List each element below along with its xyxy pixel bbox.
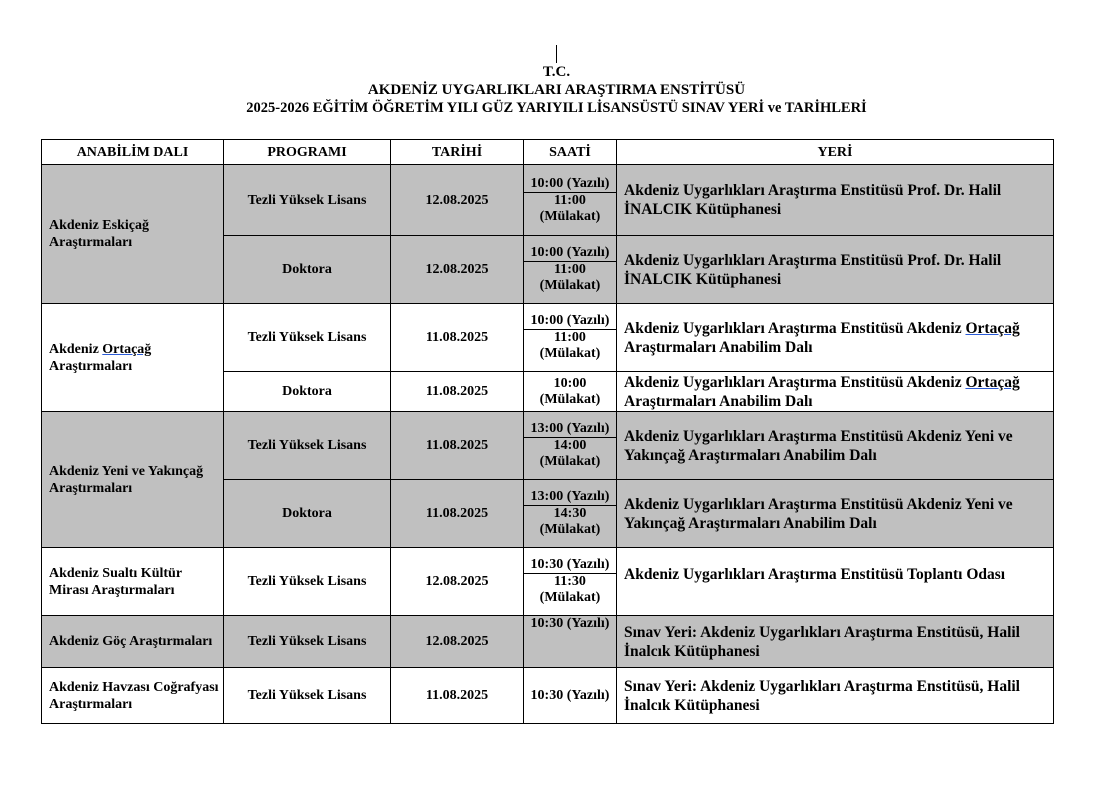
header-institute: AKDENİZ UYGARLIKLARI ARAŞTIRMA ENSTİTÜSÜ <box>367 82 746 98</box>
col-header-place: YERİ <box>617 140 1054 165</box>
place-cell: Akdeniz Uygarlıkları Araştırma Enstitüsü Prof. Dr. Halil İNALCIK Kütüphanesi <box>617 165 1054 236</box>
time-slot-interview: 14:00 (Mülakat) <box>524 437 616 470</box>
place-cell <box>617 304 1054 372</box>
time-slot-written: 10:30 (Yazılı) <box>530 687 610 703</box>
time-cell <box>524 668 617 724</box>
time-slot-written: 13:00 (Yazılı) <box>530 421 610 436</box>
date-cell: 12.08.2025 <box>391 548 524 616</box>
time-slot-interview: 11:00 (Mülakat) <box>524 192 616 225</box>
document-header <box>0 63 1113 117</box>
table-header-row <box>42 140 1054 165</box>
place-suffix: Araştırmaları Anabilim Dalı <box>624 338 813 356</box>
time-cell <box>524 412 617 480</box>
place-underlined: Ortaçağ <box>965 319 1020 337</box>
table-row <box>42 668 1054 724</box>
time-slot-interview: 11:00 (Mülakat) <box>524 261 616 294</box>
text-cursor <box>556 45 557 63</box>
place-cell: Sınav Yeri: Akdeniz Uygarlıkları Araştırma Enstitüsü, Halil İnalcık Kütüphanesi <box>617 668 1054 724</box>
time-slot-interview: 14:30 (Mülakat) <box>524 505 616 538</box>
place-cell: Akdeniz Uygarlıkları Araştırma Enstitüsü Toplantı Odası <box>617 548 1054 616</box>
exam-schedule-table <box>41 139 1054 724</box>
table-row <box>42 304 1054 372</box>
program-cell: Tezli Yüksek Lisans <box>224 668 391 724</box>
date-cell: 11.08.2025 <box>391 668 524 724</box>
place-cell: Akdeniz Uygarlıkları Araştırma Enstitüsü Prof. Dr. Halil İNALCIK Kütüphanesi <box>617 236 1054 304</box>
time-slot-written: 10:00 (Yazılı) <box>530 175 610 191</box>
place-suffix: Araştırmaları Anabilim Dalı <box>624 392 813 410</box>
date-cell: 12.08.2025 <box>391 236 524 304</box>
col-header-date: TARİHİ <box>391 140 524 165</box>
date-cell: 11.08.2025 <box>391 304 524 372</box>
department-name-underlined: Ortaçağ <box>102 341 152 357</box>
program-cell: Tezli Yüksek Lisans <box>224 304 391 372</box>
program-cell: Tezli Yüksek Lisans <box>224 412 391 480</box>
date-cell: 12.08.2025 <box>391 165 524 236</box>
time-slot-interview: 11:30 (Mülakat) <box>524 573 616 606</box>
date-cell: 12.08.2025 <box>391 616 524 668</box>
col-header-department: ANABİLİM DALI <box>42 140 224 165</box>
program-cell: Doktora <box>224 480 391 548</box>
place-underlined: Ortaçağ <box>965 373 1020 391</box>
department-cell <box>42 304 224 412</box>
time-cell <box>524 236 617 304</box>
date-cell: 11.08.2025 <box>391 480 524 548</box>
time-cell <box>524 165 617 236</box>
time-slot-written: 10:00 (Yazılı) <box>530 245 610 260</box>
col-header-time: SAATİ <box>524 140 617 165</box>
department-cell: Akdeniz Eskiçağ Araştırmaları <box>42 165 224 304</box>
time-slot-written: 13:00 (Yazılı) <box>530 489 610 504</box>
date-cell: 11.08.2025 <box>391 372 524 412</box>
time-cell <box>524 480 617 548</box>
time-cell <box>524 616 617 668</box>
program-cell: Tezli Yüksek Lisans <box>224 165 391 236</box>
program-cell: Tezli Yüksek Lisans <box>224 548 391 616</box>
time-slot-interview: 10:00 (Mülakat) <box>539 375 601 407</box>
header-line-tc: T.C. <box>542 64 571 80</box>
department-name-prefix: Akdeniz <box>49 341 103 357</box>
table-row <box>42 616 1054 668</box>
time-cell <box>524 304 617 372</box>
date-cell: 11.08.2025 <box>391 412 524 480</box>
table-row <box>42 548 1054 616</box>
time-slot-written: 10:30 (Yazılı) <box>530 557 610 572</box>
col-header-program: PROGRAMI <box>224 140 391 165</box>
time-slot-written: 10:30 (Yazılı) <box>530 616 610 631</box>
table-row <box>42 165 1054 236</box>
program-cell: Tezli Yüksek Lisans <box>224 616 391 668</box>
place-prefix: Akdeniz Uygarlıkları Araştırma Enstitüsü Akdeniz <box>624 319 966 337</box>
place-cell: Akdeniz Uygarlıkları Araştırma Enstitüsü Akdeniz Yeni ve Yakınçağ Araştırmaları Anabilim Dalı <box>617 412 1054 480</box>
place-cell: Akdeniz Uygarlıkları Araştırma Enstitüsü Akdeniz Yeni ve Yakınçağ Araştırmaları Anabilim Dalı <box>617 480 1054 548</box>
time-slot-written: 10:00 (Yazılı) <box>530 313 610 328</box>
department-cell: Akdeniz Havzası Coğrafyası Araştırmaları <box>42 668 224 724</box>
time-cell <box>524 372 617 412</box>
table-row <box>42 412 1054 480</box>
place-prefix: Akdeniz Uygarlıkları Araştırma Enstitüsü Akdeniz <box>624 373 966 391</box>
header-title: 2025-2026 EĞİTİM ÖĞRETİM YILI GÜZ YARIYILI LİSANSÜSTÜ SINAV YERİ ve TARİHLERİ <box>246 100 867 116</box>
time-cell <box>524 548 617 616</box>
program-cell: Doktora <box>224 372 391 412</box>
department-name-suffix: Araştırmaları <box>49 358 133 374</box>
department-cell: Akdeniz Göç Araştırmaları <box>42 616 224 668</box>
department-cell: Akdeniz Yeni ve Yakınçağ Araştırmaları <box>42 412 224 548</box>
time-slot-interview: 11:00 (Mülakat) <box>524 329 616 362</box>
place-cell <box>617 372 1054 412</box>
department-cell: Akdeniz Sualtı Kültür Mirası Araştırmaları <box>42 548 224 616</box>
place-cell: Sınav Yeri: Akdeniz Uygarlıkları Araştırma Enstitüsü, Halil İnalcık Kütüphanesi <box>617 616 1054 668</box>
program-cell: Doktora <box>224 236 391 304</box>
